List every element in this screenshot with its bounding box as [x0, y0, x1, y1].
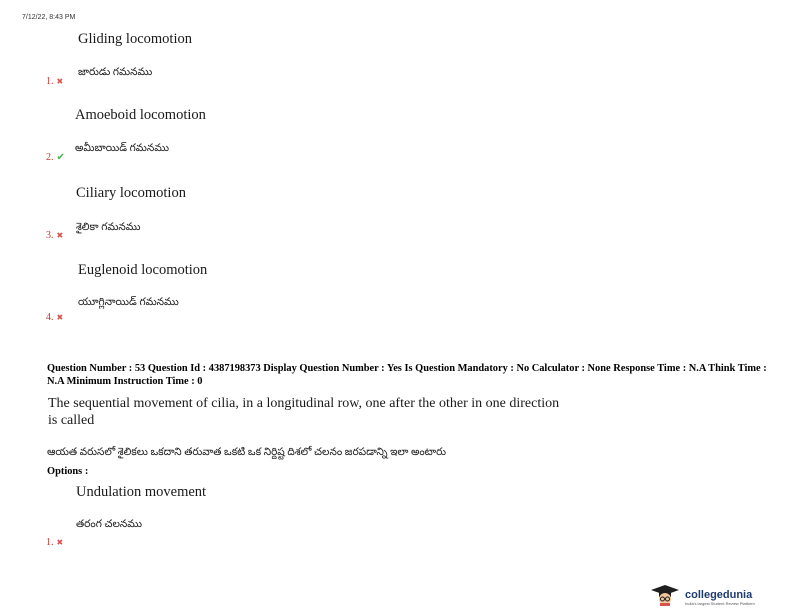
- option-1-telugu: జారుడు గమనము: [78, 67, 153, 78]
- option-number: 3.: [46, 230, 54, 241]
- question-text-telugu: ఆయత వరుసలో శైలికలు ఒకదాని తరువాత ఒకటి ఒక నిర్దిష్ట దిశలో చలనం జరపడాన్ని ఇలా అంటారు: [47, 447, 447, 458]
- cross-icon: ✖: [56, 538, 64, 547]
- option-2-marker: [46, 152, 65, 163]
- option-2-english: Amoeboid locomotion: [75, 107, 206, 123]
- option-number: 1.: [46, 76, 54, 87]
- check-icon: ✔: [56, 152, 65, 163]
- q53-option-1-marker: [46, 537, 63, 548]
- option-4-marker: [46, 312, 63, 323]
- cross-icon: ✖: [56, 231, 64, 240]
- brand-name: collegedunia: [685, 589, 753, 601]
- q53-option-1-telugu: తరంగ చలనము: [76, 519, 143, 530]
- option-number: 2.: [46, 152, 54, 163]
- cross-icon: ✖: [56, 77, 64, 86]
- option-1-english: Gliding locomotion: [78, 31, 192, 47]
- option-4-telugu: యూగ్లినాయిడ్ గమనము: [78, 297, 179, 308]
- question-text-english: The sequential movement of cilia, in a longitudinal row, one after the other in one direction is called: [48, 396, 560, 428]
- cross-icon: ✖: [56, 313, 64, 322]
- options-label: Options :: [47, 466, 89, 477]
- option-3-telugu: శైలికా గమనము: [76, 222, 141, 233]
- option-number: 4.: [46, 312, 54, 323]
- option-3-marker: [46, 230, 63, 241]
- option-number: 1.: [46, 537, 54, 548]
- option-4-english: Euglenoid locomotion: [78, 262, 208, 278]
- brand-tagline: India's largest Student Review Platform: [685, 601, 755, 606]
- option-1-marker: [46, 76, 63, 87]
- option-2-telugu: అమీబాయిడ్ గమనము: [75, 143, 170, 154]
- print-timestamp: 7/12/22, 8:43 PM: [22, 14, 76, 21]
- option-3-english: Ciliary locomotion: [76, 185, 186, 201]
- question-meta: Question Number : 53 Question Id : 4387198373 Display Question Number : Yes Is Question Mandatory : No Calculator : None Response Time : N.A Think Time : N.A Minimum Instruction Time : 0: [47, 363, 767, 387]
- graduate-mascot-icon: [650, 584, 680, 611]
- brand-logo: [650, 584, 755, 611]
- q53-option-1-english: Undulation movement: [76, 484, 207, 500]
